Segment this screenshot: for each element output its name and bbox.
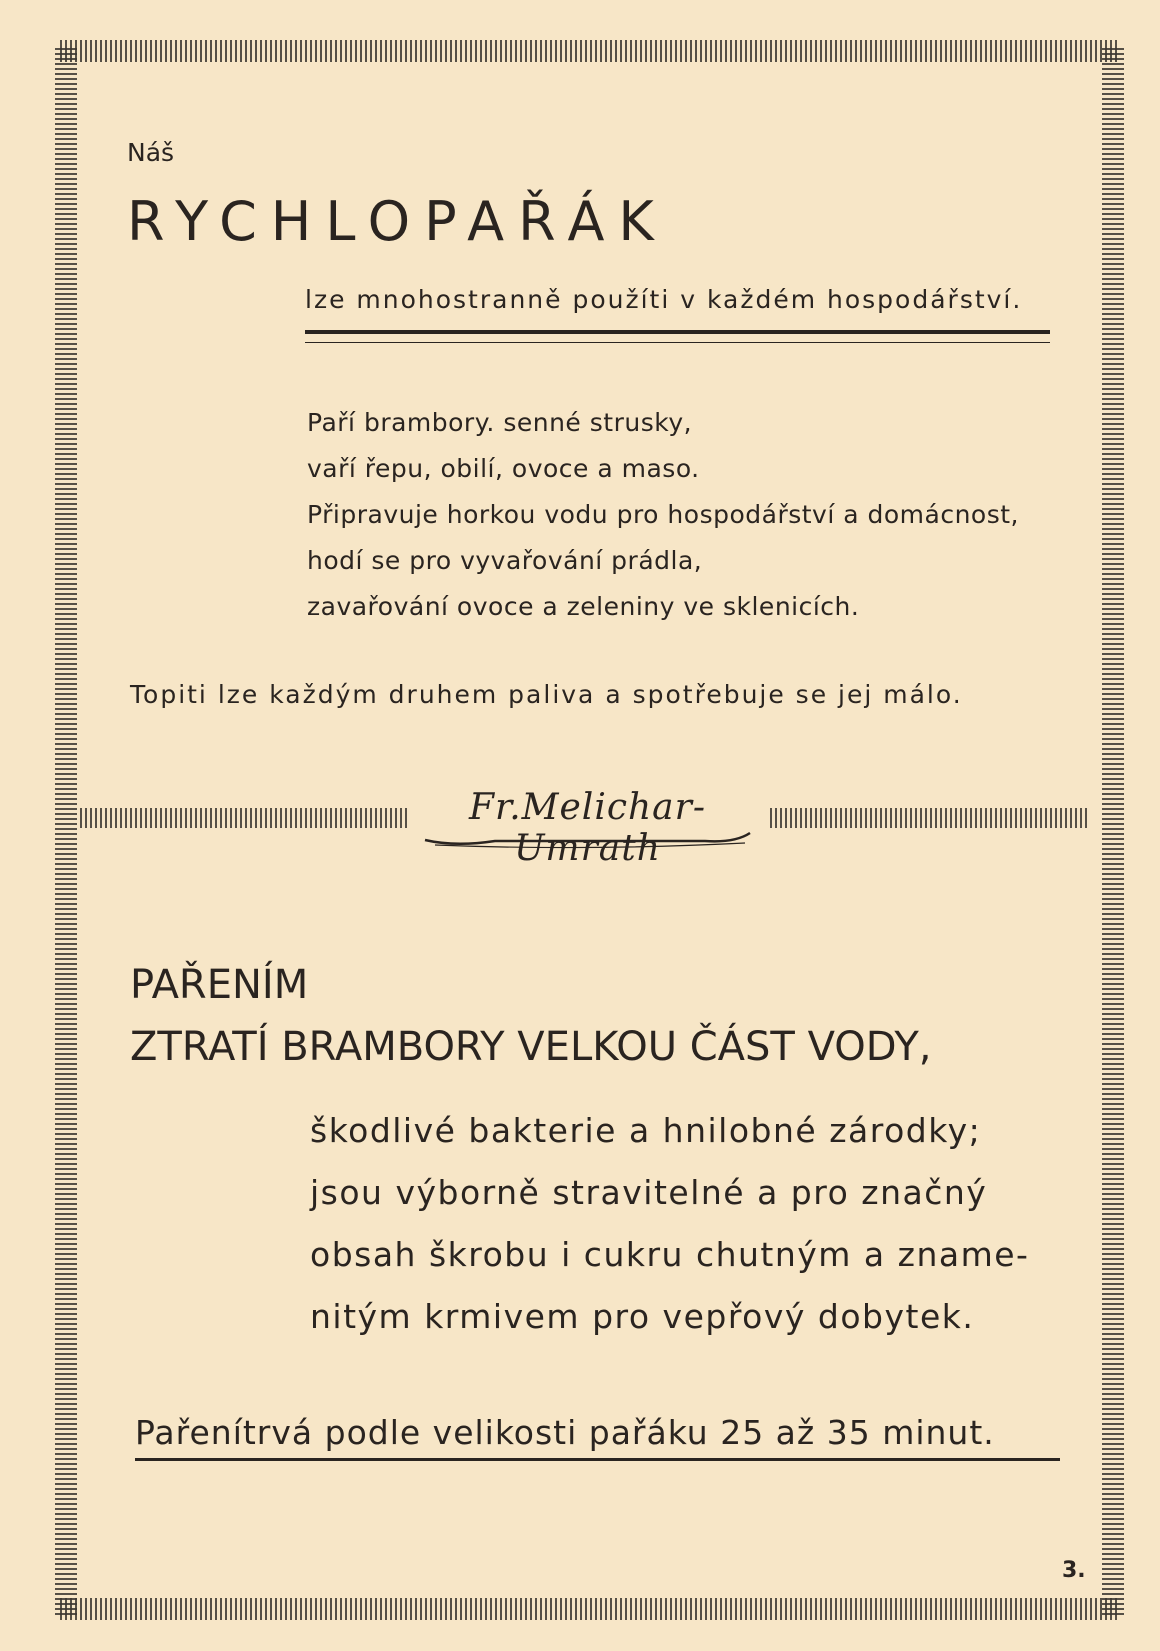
benefits-line: škodlivé bakterie a hnilobné zárodky; [310, 1111, 982, 1150]
page-title: RYCHLOPAŘÁK [127, 190, 668, 253]
uses-line: Paří brambory. senné strusky, [307, 408, 693, 437]
fuel-note: Topiti lze každým druhem paliva a spotřebuje se jej málo. [130, 680, 963, 709]
uses-line: hodí se pro vyvařování prádla, [307, 546, 703, 575]
decorative-border-left [55, 45, 77, 1615]
page-number: 3. [1062, 1558, 1086, 1583]
double-rule-thin [305, 342, 1050, 343]
decorative-border-top [60, 40, 1120, 62]
logo-text: Fr.Melichar-Umrath [468, 787, 707, 869]
subtitle: lze mnohostranně použíti v každém hospodářství. [305, 285, 1023, 314]
intro-text: Náš [127, 138, 175, 167]
uses-line: vaří řepu, obilí, ovoce a maso. [307, 454, 700, 483]
decorative-border-right [1102, 45, 1124, 1615]
benefits-line: nitým krmivem pro vepřový dobytek. [310, 1297, 975, 1336]
uses-paragraph [307, 400, 1019, 630]
benefits-line: obsah škrobu i cukru chutným a zname- [310, 1235, 1030, 1274]
company-logo [415, 785, 760, 869]
duration-note: Pařenítrvá podle velikosti pařáku 25 až 35 minut. [135, 1413, 995, 1452]
section-heading-line2: ZTRATÍ BRAMBORY VELKOU ČÁST VODY, [130, 1024, 932, 1070]
decorative-divider-left [80, 808, 410, 828]
uses-line: Připravuje horkou vodu pro hospodářství a domácnost, [307, 500, 1019, 529]
uses-line: zavařování ovoce a zeleniny ve sklenicích. [307, 592, 860, 621]
double-rule-thick [305, 330, 1050, 334]
benefits-line: jsou výborně stravitelné a pro značný [310, 1173, 988, 1212]
benefits-paragraph [310, 1100, 1029, 1348]
bottom-rule [135, 1458, 1060, 1461]
decorative-divider-right [770, 808, 1090, 828]
decorative-border-bottom [60, 1598, 1120, 1620]
section-heading-line1: PAŘENÍM [130, 962, 309, 1008]
